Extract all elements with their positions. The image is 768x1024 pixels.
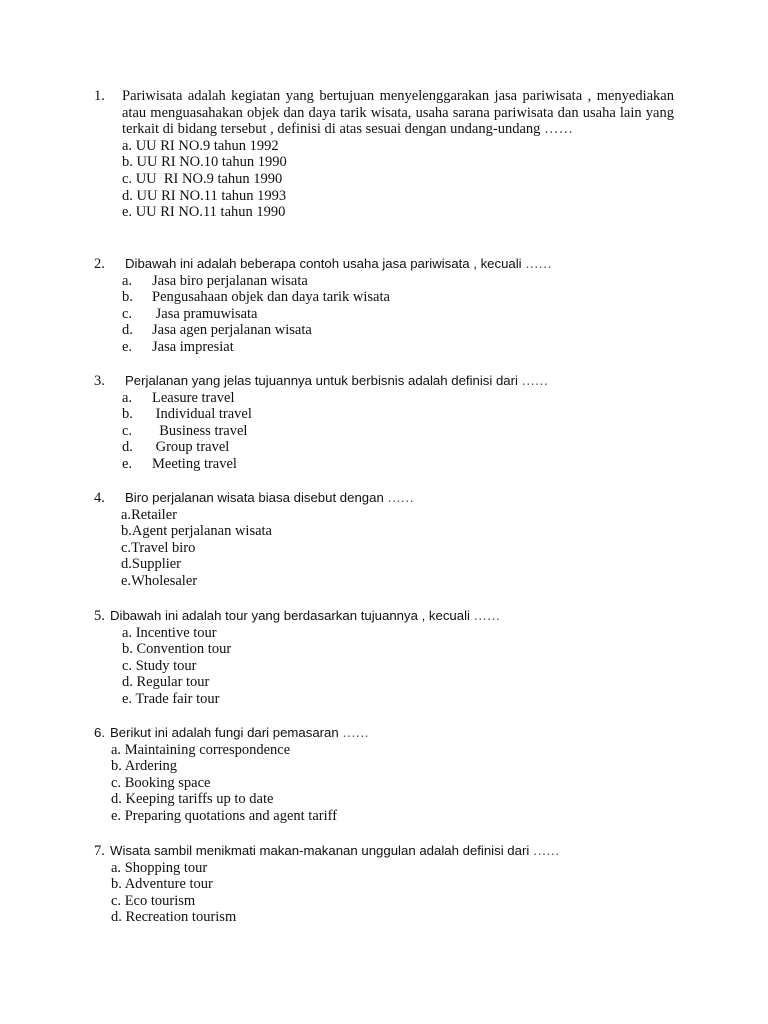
option-a	[111, 742, 674, 759]
question-text: Perjalanan yang jelas tujuannya untuk berbisnis adalah definisi dari ……	[125, 373, 548, 388]
option-letter: d.	[122, 322, 133, 339]
option-letter: b.	[121, 523, 132, 540]
blank-dots: ……	[544, 121, 574, 138]
option-letter: b.	[122, 641, 133, 658]
option-a	[122, 273, 674, 290]
question-stem	[94, 608, 674, 625]
option-e	[111, 808, 674, 825]
option-e	[122, 456, 674, 473]
option-letter: e.	[122, 338, 133, 355]
question-4	[94, 490, 674, 590]
question-number: 2.	[94, 256, 105, 272]
option-text: Keeping tariffs up to date	[125, 791, 274, 808]
blank-dots: ……	[532, 843, 560, 858]
option-letter: c.	[121, 539, 132, 556]
option-b	[122, 154, 674, 171]
option-letter: b.	[122, 289, 133, 306]
option-e	[122, 204, 674, 221]
option-letter: c.	[111, 774, 122, 791]
option-text: Shopping tour	[124, 859, 208, 876]
option-b	[121, 523, 674, 540]
option-text: Maintaining correspondence	[124, 741, 291, 758]
option-text: Recreation tourism	[125, 909, 237, 926]
option-letter: d.	[122, 439, 133, 456]
option-text: Study tour	[135, 657, 197, 674]
option-letter: e.	[122, 204, 133, 221]
option-text: Meeting travel	[152, 455, 237, 472]
option-d	[111, 791, 674, 808]
option-text: UU RI NO.9 tahun 1990	[135, 170, 283, 187]
option-text: UU RI NO.11 tahun 1993	[136, 187, 287, 204]
option-letter: d.	[122, 674, 133, 691]
option-text: Wholesaler	[131, 572, 198, 589]
option-c	[122, 423, 674, 440]
option-d	[122, 674, 674, 691]
option-text: Jasa impresiat	[152, 338, 234, 355]
option-letter: b.	[122, 154, 133, 171]
option-letter: a.	[122, 624, 133, 641]
option-text: Jasa agen perjalanan wisata	[152, 322, 312, 339]
option-text: Agent perjalanan wisata	[131, 523, 272, 540]
blank-dots: ……	[521, 373, 548, 388]
option-text: Ardering	[124, 758, 178, 775]
option-c	[122, 658, 674, 675]
option-letter: a.	[111, 859, 122, 876]
option-text: Convention tour	[136, 641, 232, 658]
option-letter: a.	[122, 272, 133, 289]
question-text: Biro perjalanan wisata biasa disebut dengan ……	[125, 490, 414, 505]
option-letter: a.	[121, 506, 132, 523]
question-stem	[94, 725, 674, 742]
option-text: Booking space	[124, 774, 211, 791]
question-stem	[94, 256, 674, 273]
option-a	[122, 625, 674, 642]
option-c	[111, 893, 674, 910]
option-c	[121, 540, 674, 557]
option-text: Jasa pramuwisata	[152, 305, 258, 322]
option-d	[122, 322, 674, 339]
option-letter: d.	[111, 791, 122, 808]
blank-dots: ……	[473, 608, 501, 623]
option-a	[122, 390, 674, 407]
question-stem	[94, 843, 674, 860]
option-d	[122, 439, 674, 456]
question-text: Pariwisata adalah kegiatan yang bertujuan menyelenggarakan jasa pariwisata , menyediakan atau menguasahakan objek dan daya tarik wisata, usaha sarana pariwisata dan usaha lain yang terkait di bidang tersebut , definisi di atas sesuai dengan undang-undang ……	[122, 88, 674, 138]
option-text: UU RI NO.11 tahun 1990	[135, 204, 286, 221]
option-e	[122, 339, 674, 356]
option-text: Preparing quotations and agent tariff	[124, 807, 338, 824]
question-3	[94, 373, 674, 473]
option-c	[122, 171, 674, 188]
blank-dots: ……	[525, 256, 552, 271]
option-list	[111, 860, 674, 926]
question-6	[94, 725, 674, 825]
option-b	[122, 641, 674, 658]
option-letter: b.	[111, 758, 122, 775]
option-letter: d.	[111, 909, 122, 926]
option-letter: b.	[122, 406, 133, 423]
option-text: Incentive tour	[135, 624, 217, 641]
option-text: Leasure travel	[152, 389, 235, 406]
option-letter: d.	[121, 556, 132, 573]
option-list	[122, 390, 674, 473]
question-2	[94, 256, 674, 356]
option-text: Jasa biro perjalanan wisata	[152, 272, 308, 289]
option-c	[111, 775, 674, 792]
question-text: Dibawah ini adalah beberapa contoh usaha jasa pariwisata , kecuali ……	[125, 256, 552, 271]
question-number: 4.	[94, 490, 105, 506]
option-letter: e.	[122, 455, 133, 472]
option-letter: c.	[122, 170, 133, 187]
option-letter: a.	[122, 137, 133, 154]
question-stem	[94, 490, 674, 507]
question-stem	[94, 88, 674, 138]
option-b	[122, 289, 674, 306]
question-text: Wisata sambil menikmati makan-makanan unggulan adalah definisi dari ……	[110, 843, 560, 858]
option-text: Pengusahaan objek dan daya tarik wisata	[152, 289, 390, 306]
blank-dots: ……	[387, 490, 414, 505]
option-text: Business travel	[152, 422, 248, 439]
option-letter: c.	[122, 305, 133, 322]
option-letter: a.	[122, 389, 133, 406]
option-letter: c.	[111, 892, 122, 909]
option-d	[111, 909, 674, 926]
question-7	[94, 843, 674, 926]
option-list	[122, 138, 674, 221]
option-b	[122, 406, 674, 423]
option-text: UU RI NO.10 tahun 1990	[136, 154, 287, 171]
option-a	[122, 138, 674, 155]
question-5	[94, 608, 674, 708]
option-c	[122, 306, 674, 323]
question-stem	[94, 373, 674, 390]
question-text: Berikut ini adalah fungi dari pemasaran ……	[110, 725, 369, 740]
option-e	[121, 573, 674, 590]
question-text: Dibawah ini adalah tour yang berdasarkan tujuannya , kecuali ……	[110, 608, 501, 623]
option-text: Group travel	[152, 439, 230, 456]
question-number: 5.	[94, 608, 105, 624]
option-text: Eco tourism	[124, 892, 196, 909]
option-letter: e.	[111, 807, 122, 824]
option-d	[122, 188, 674, 205]
option-text: Individual travel	[152, 406, 252, 423]
option-e	[122, 691, 674, 708]
blank-dots: ……	[342, 725, 369, 740]
option-list	[121, 507, 674, 590]
option-a	[111, 860, 674, 877]
option-letter: d.	[122, 187, 133, 204]
option-d	[121, 556, 674, 573]
option-letter: e.	[121, 572, 132, 589]
question-number: 1.	[94, 88, 105, 104]
option-b	[111, 758, 674, 775]
option-text: Travel biro	[131, 539, 196, 556]
option-text: Supplier	[131, 556, 182, 573]
option-text: Adventure tour	[124, 876, 213, 893]
option-letter: b.	[111, 876, 122, 893]
question-1	[94, 88, 674, 221]
question-number: 7.	[94, 843, 105, 859]
question-number: 6.	[94, 725, 105, 740]
option-list	[122, 273, 674, 356]
option-text: Trade fair tour	[135, 690, 220, 707]
option-text: UU RI NO.9 tahun 1992	[135, 137, 279, 154]
question-number: 3.	[94, 373, 105, 389]
option-list	[111, 742, 674, 825]
option-a	[121, 507, 674, 524]
option-b	[111, 876, 674, 893]
option-list	[122, 625, 674, 708]
option-letter: c.	[122, 657, 133, 674]
option-text: Retailer	[131, 506, 177, 523]
option-letter: e.	[122, 690, 133, 707]
option-letter: c.	[122, 422, 133, 439]
option-text: Regular tour	[136, 674, 210, 691]
option-letter: a.	[111, 741, 122, 758]
